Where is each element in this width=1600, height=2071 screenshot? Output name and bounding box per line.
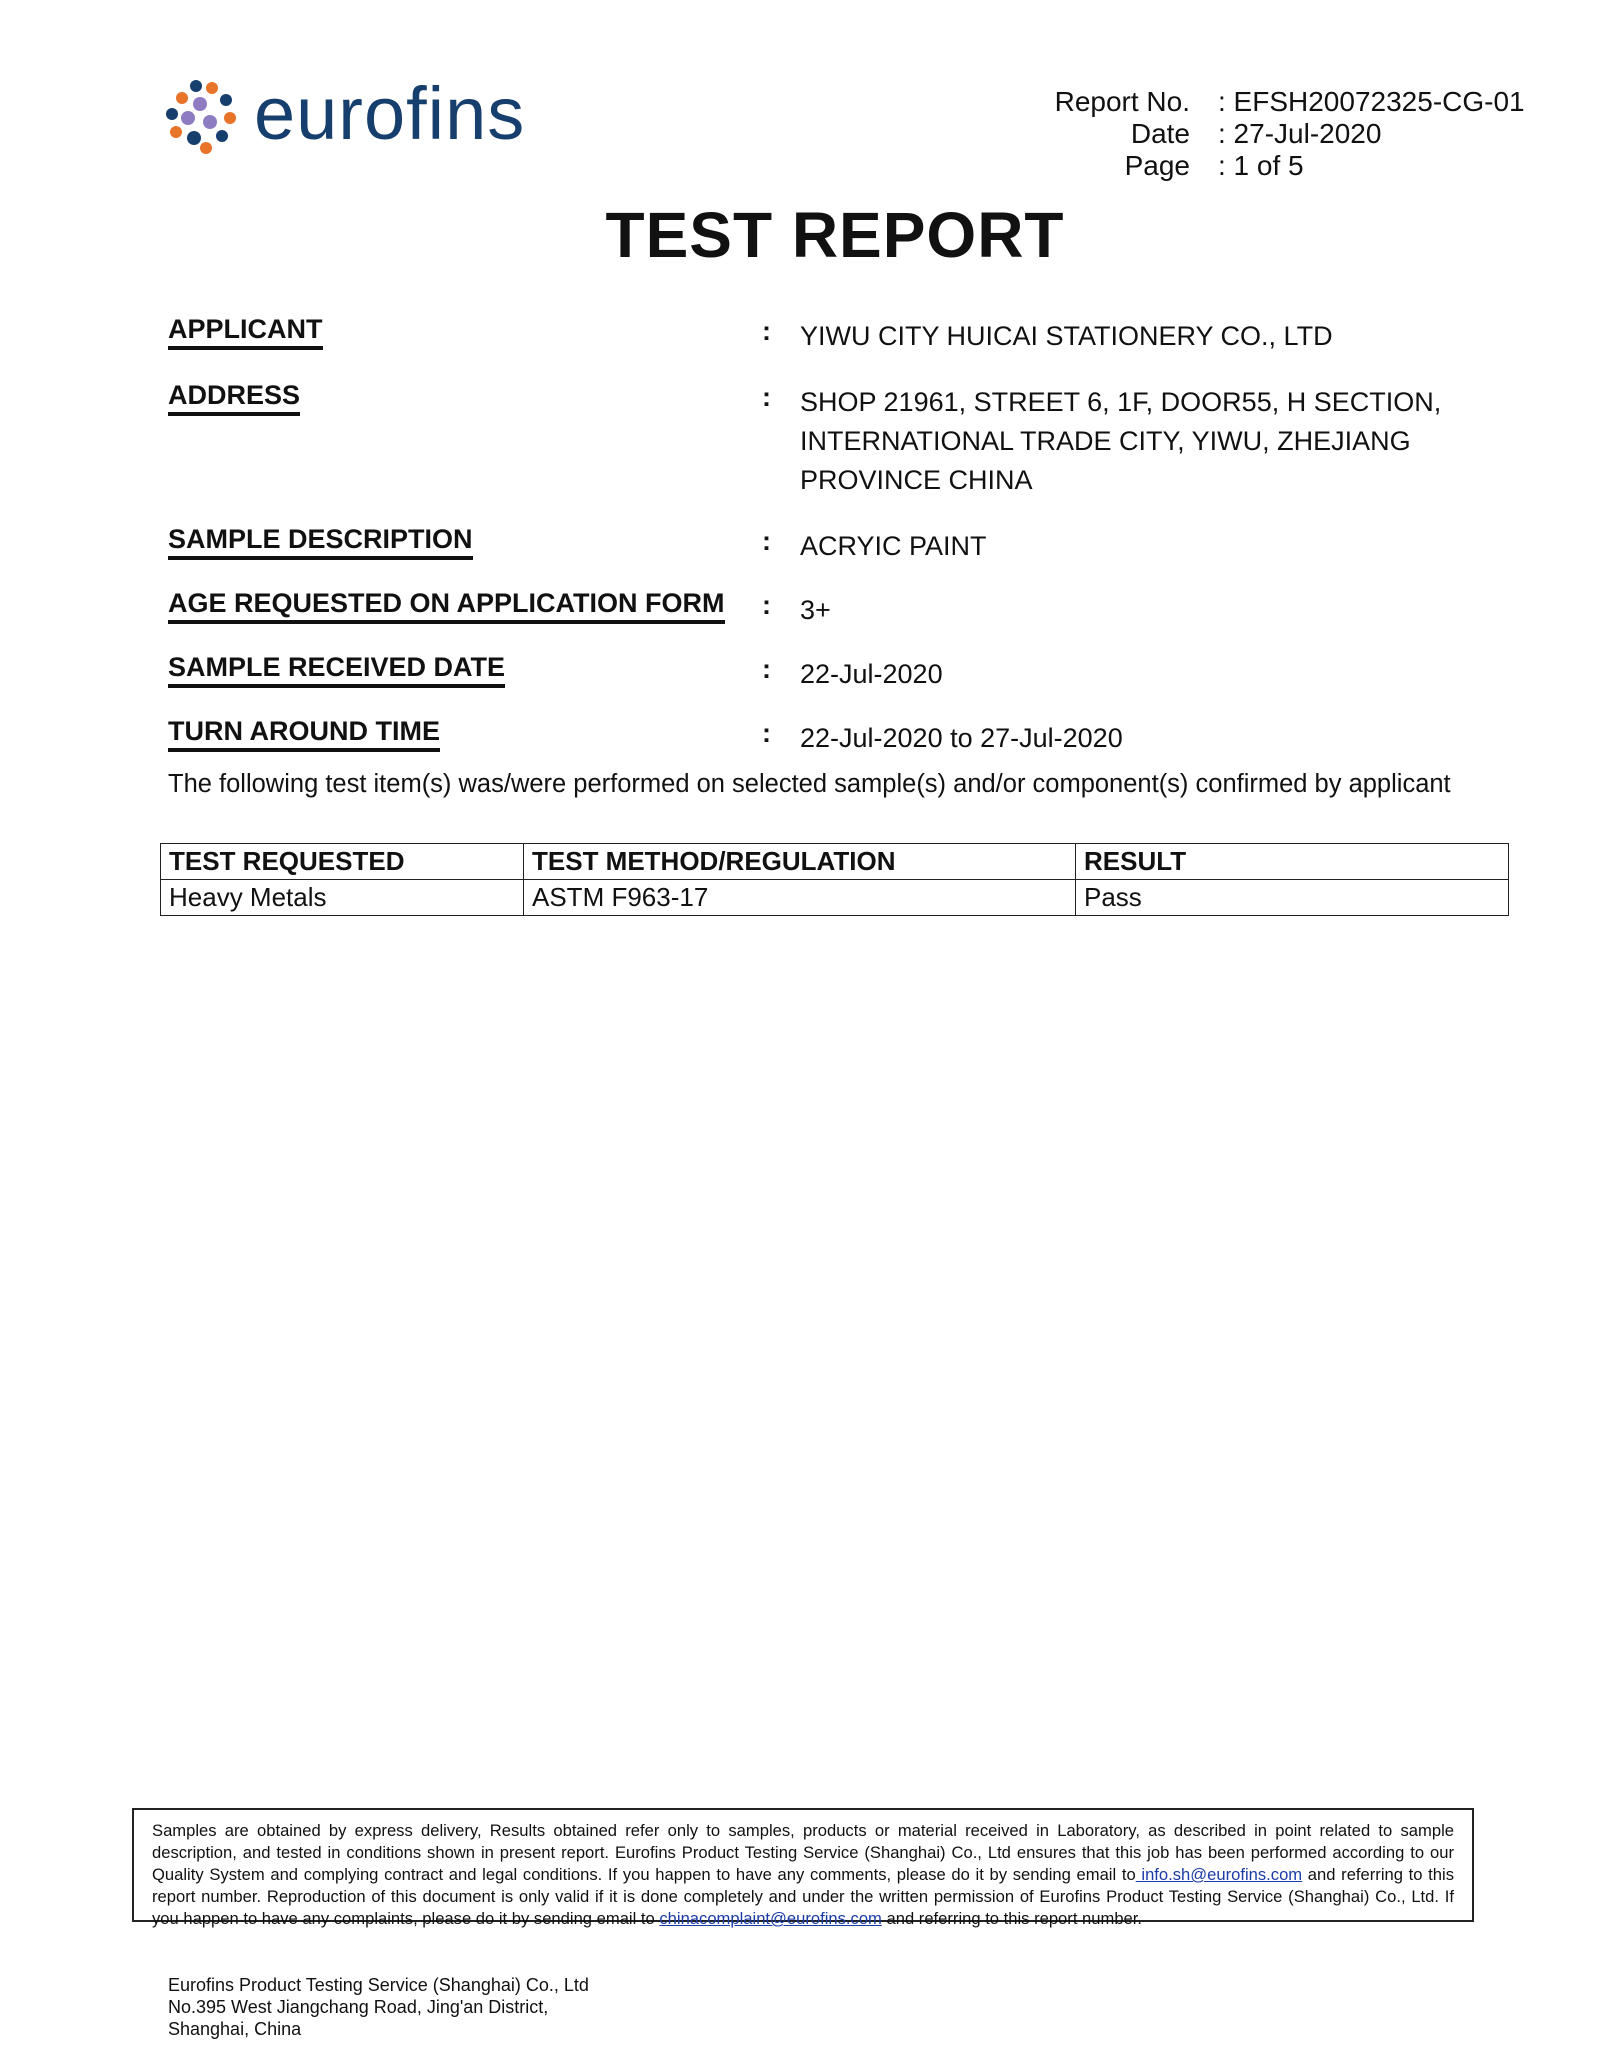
date-value: : 27-Jul-2020 [1218,118,1382,149]
address-line-3: PROVINCE CHINA [800,465,1033,495]
address-value [800,383,1441,500]
sample-description-colon: : [762,526,771,556]
address-line-2: INTERNATIONAL TRADE CITY, YIWU, ZHEJIANG [800,426,1411,456]
table-row [161,880,1509,916]
disclaimer-box [132,1808,1474,1928]
page-title: TEST REPORT [605,199,1065,271]
table-header-row [161,844,1509,880]
age-requested-label: AGE REQUESTED ON APPLICATION FORM [168,588,725,624]
address-colon: : [762,382,771,412]
sample-received-date-value: 22-Jul-2020 [800,659,943,689]
age-requested-value: 3+ [800,595,831,625]
address-line-1: SHOP 21961, STREET 6, 1F, DOOR55, H SECTION, [800,387,1442,417]
age-requested-colon: : [762,590,771,620]
report-no-label: Report No. [1054,86,1190,117]
sample-received-date-colon: : [762,654,771,684]
cell-test-method: ASTM F963-17 [524,880,1076,916]
disclaimer-text-1: Samples are obtained by express delivery, Results obtained refer only to samples, products or material received in Laboratory, as described in point related to sample description, and tested in conditions shown in present report. Eurofins Product Testing Service (Shanghai) Co., Ltd ensures that this job has been performed according to our Quality System and complying contract and legal conditions. If you happen to have any comments, please do it by sending email to [152,1821,1454,1884]
header-result: RESULT [1076,844,1509,880]
page-label: Page [1124,150,1190,181]
sample-description-value: ACRYIC PAINT [800,531,987,561]
footer-line-3: Shanghai, China [168,2019,302,2039]
report-meta-values [1218,86,1525,182]
footer-line-1: Eurofins Product Testing Service (Shanghai) Co., Ltd [168,1975,589,1995]
header-test-requested: TEST REQUESTED [161,844,524,880]
report-meta-labels [1020,86,1190,182]
eurofins-dots-icon [166,78,246,158]
address-label: ADDRESS [168,380,300,416]
logo-wordmark: eurofins [254,72,526,155]
email-link-info[interactable]: info.sh@eurofins.com [1135,1865,1303,1884]
turn-around-time-value: 22-Jul-2020 to 27-Jul-2020 [800,723,1123,753]
email-link-complaint[interactable]: chinacomplaint@eurofins.com [659,1909,882,1928]
footer-address [168,1974,589,2040]
eurofins-logo [166,72,536,158]
applicant-value: YIWU CITY HUICAI STATIONERY CO., LTD [800,321,1333,351]
cell-result: Pass [1076,880,1509,916]
disclaimer-text-3: and referring to this report number. [881,1909,1142,1928]
cell-test-requested: Heavy Metals [161,880,524,916]
test-results-table [160,843,1509,916]
applicant-label: APPLICANT [168,314,323,350]
footer-line-2: No.395 West Jiangchang Road, Jing'an District, [168,1997,549,2017]
date-label: Date [1130,118,1190,149]
sample-description-label: SAMPLE DESCRIPTION [168,524,473,560]
page-value: : 1 of 5 [1218,150,1304,181]
disclaimer-text-2: and referring to this report number. Reproduction of this document is only valid if it is done completely and under the written permission of Eurofins Product Testing Service (Shanghai) Co., Ltd. If you happen to have any complaints, please do it by sending email to [152,1865,1454,1928]
sample-received-date-label: SAMPLE RECEIVED DATE [168,652,505,688]
applicant-colon: : [762,316,771,346]
report-no-value: : EFSH20072325-CG-01 [1218,86,1525,117]
intro-statement: The following test item(s) was/were performed on selected sample(s) and/or component(s) confirmed by applicant [168,770,1451,798]
header-test-method: TEST METHOD/REGULATION [524,844,1076,880]
turn-around-time-label: TURN AROUND TIME [168,716,440,752]
turn-around-time-colon: : [762,718,771,748]
